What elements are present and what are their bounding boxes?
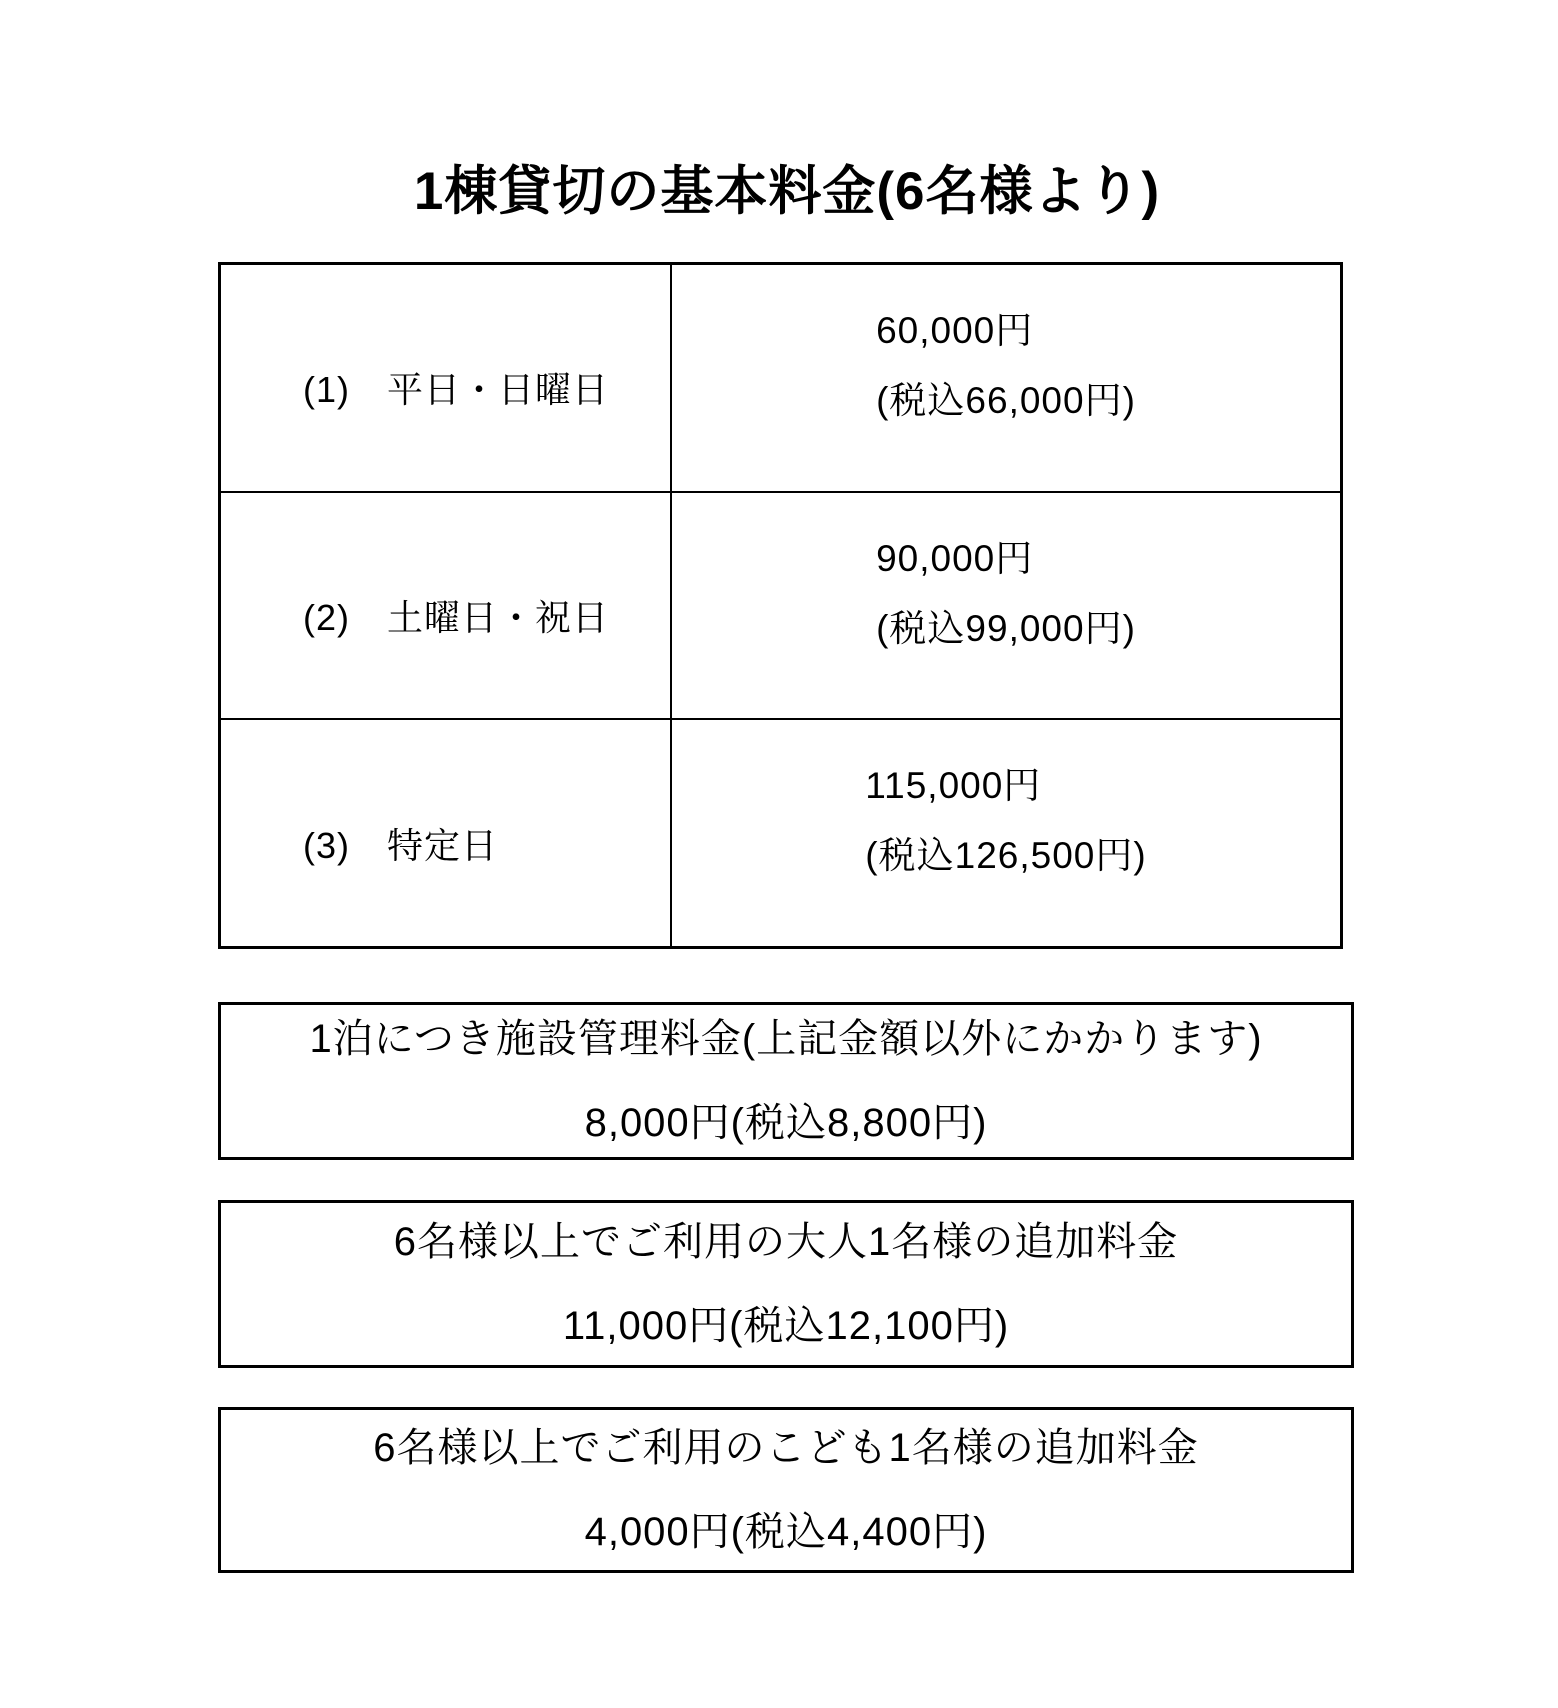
price-lines: [876, 524, 1136, 664]
table-cell-price: [672, 493, 1340, 719]
table-cell-day-type: [221, 493, 672, 719]
child-surcharge-price: 4,000円(税込4,400円): [584, 1510, 988, 1554]
adult-surcharge-heading: 6名様以上でご利用の大人1名様の追加料金: [393, 1220, 1179, 1264]
tax-included-price-value: (税込126,500円): [865, 835, 1147, 877]
table-cell-price: [672, 265, 1340, 491]
table-cell-day-type: [221, 265, 672, 491]
table-row: [221, 265, 1340, 493]
price-lines: [865, 751, 1146, 891]
base-price-table: [218, 262, 1343, 949]
tax-included-price-value: (税込99,000円): [876, 607, 1136, 649]
facility-fee-heading: 1泊につき施設管理料金(上記金額以外にかかります): [309, 1017, 1263, 1061]
price-value: 60,000円: [876, 309, 1034, 351]
price-lines: [876, 296, 1136, 436]
facility-fee-box: [218, 1002, 1354, 1160]
table-row: [221, 720, 1340, 946]
adult-surcharge-box: [218, 1200, 1354, 1368]
page-title: 1棟貸切の基本料金(6名様より): [413, 162, 1161, 221]
day-type-label: (3) 特定日: [303, 824, 498, 866]
table-row: [221, 493, 1340, 721]
table-cell-day-type: [221, 720, 672, 946]
child-surcharge-heading: 6名様以上でご利用のこども1名様の追加料金: [373, 1426, 1199, 1470]
price-value: 90,000円: [876, 537, 1034, 579]
table-cell-price: [672, 720, 1340, 946]
adult-surcharge-price: 11,000円(税込12,100円): [562, 1304, 1010, 1348]
child-surcharge-box: [218, 1407, 1354, 1573]
price-value: 115,000円: [865, 765, 1042, 807]
day-type-label: (1) 平日・日曜日: [303, 369, 609, 411]
day-type-label: (2) 土曜日・祝日: [303, 597, 609, 638]
tax-included-price-value: (税込66,000円): [876, 379, 1136, 421]
facility-fee-price: 8,000円(税込8,800円): [584, 1101, 988, 1145]
